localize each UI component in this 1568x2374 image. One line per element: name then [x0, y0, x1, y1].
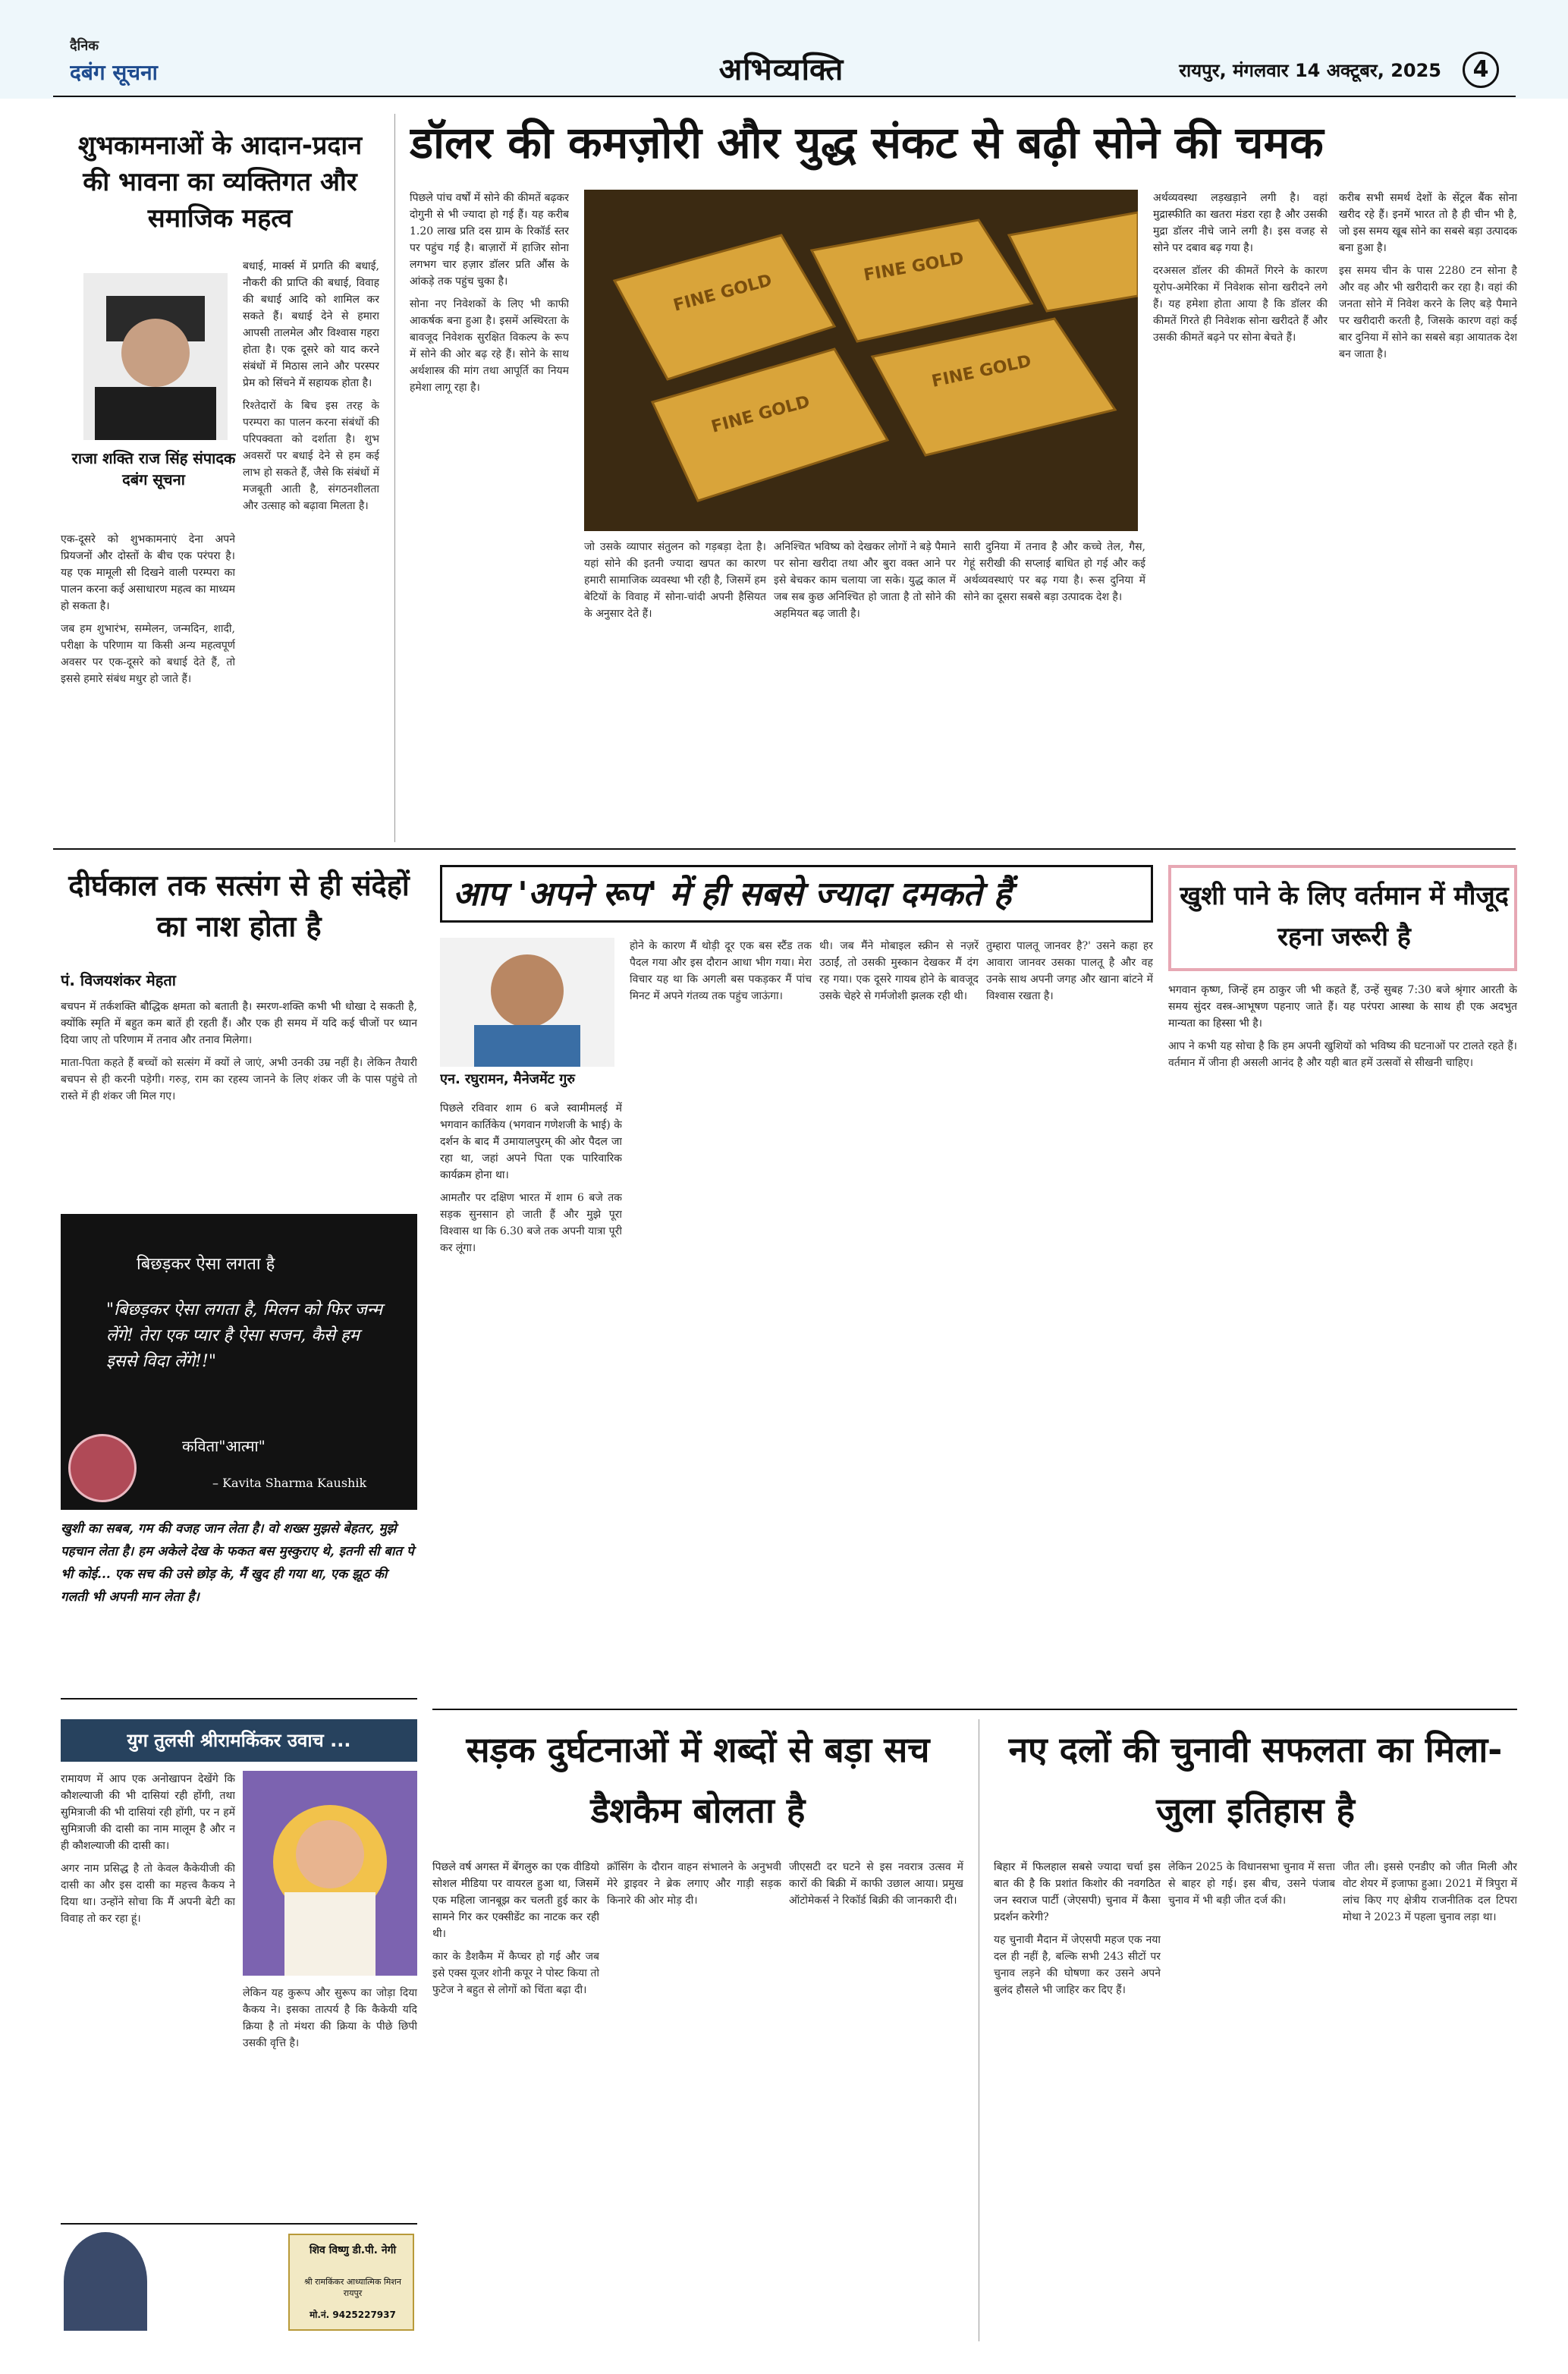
center-para-filler-4: तुम्हारा पालतू जानवर है?' उसने कहा हर आवारा जानवर उसका पालतू है और वह उनके साथ अपनी जगह और खाना बांटने में विश्वास रखता है। — [986, 940, 1153, 1002]
party-headline: नए दलों की चुनावी सफलता का मिला-जुला इतिहास है — [1008, 1729, 1503, 1831]
satsang-body — [61, 998, 417, 1196]
main-para-3: करीब सभी समर्थ देशों के सेंट्रल बैंक सोना खरीद रहे हैं। इनमें भारत तो है ही चीन भी है, जो इस समय खूब सोने का सबसे बड़ा उत्पादक बना हुआ है। — [1339, 192, 1517, 254]
brand-daily-label: दैनिक — [70, 38, 99, 54]
tulsi-para-filler: अगर नाम प्रसिद्ध है तो केवल कैकेयीजी की दासी का और इस दासी का महत्त्व कैकय ने दिया था। उन्होंने सोचा कि मैं अपनी बेटी का विवाह तो कर रहा हूं। — [61, 1863, 235, 1925]
party-body-col-3 — [1343, 1859, 1517, 2337]
dashcam-body-col-2 — [607, 1859, 781, 2337]
raghuraman-photo — [440, 938, 614, 1067]
dashcam-body-col-1 — [432, 1859, 599, 2337]
author-photo — [83, 273, 228, 440]
party-para-filler-3: जीत ली। इससे एनडीए को जीत मिली और वोट शेयर में इजाफा हुआ। 2021 में त्रिपुरा में लांच किए गए क्षेत्रीय राजनीतिक दल टिपरा मोथा ने 2023 में पहला चुनाव लड़ा था। — [1343, 1861, 1517, 1923]
main-headline: डॉलर की कमज़ोरी और युद्ध संकट से बढ़ी सोने की चमक — [410, 117, 1324, 168]
editorial-byline: राजा शक्ति राज सिंह संपादक दबंग सूचना — [71, 449, 236, 489]
dashcam-headline: सड़क दुर्घटनाओं में शब्दों से बड़ा सच डैशकैम बोलता है — [466, 1729, 930, 1831]
svg-text:FINE GOLD: FINE GOLD — [709, 392, 812, 437]
issue-date: रायपुर, मंगलवार 14 अक्टूबर, 2025 — [1179, 60, 1441, 81]
dashcam-body-col-3 — [789, 1859, 963, 2337]
section-title: अभिव्यक्ति — [718, 52, 844, 86]
section-divider-1 — [53, 848, 1516, 850]
center-para-filler-1: आमतौर पर दक्षिण भारत में शाम 6 बजे तक सड़क सुनसान हो जाती हैं और मुझे पूरा विश्वास था कि 6.30 बजे तक अपनी यात्रा पूरी कर लूंगा। — [440, 1192, 622, 1254]
gold-bars-photo — [584, 190, 1138, 531]
editorial-para-filler: रिश्तेदारों के बिच इस तरह के परम्परा का पालन करना संबंधों की परिपक्वता को दर्शाता है। शुभ अवसरों पर बधाई देने से हम कई लाभ हो सकते हैं, जैसे कि संबंधों में मजबूती आती है, संगठनशीलता और उत्साह को बढ़ावा मिलता है। — [243, 400, 379, 512]
svg-text:FINE GOLD: FINE GOLD — [930, 351, 1033, 391]
poem-text: "बिछड़कर ऐसा लगता है, मिलन को फिर जन्म लेंगे! तेरा एक प्यार है ऐसा सजन, कैसे हम इससे विदा लेंगे!!" — [106, 1300, 383, 1371]
editorial-para-filler-2: जब हम शुभारंभ, सम्मेलन, जन्मदिन, शादी, परीक्षा के परिणाम या किसी अन्य महत्वपूर्ण अवसर पर एक-दूसरे को बधाई देते हैं, तो इससे हमारे संबंध मधुर हो जाते हैं। — [61, 623, 235, 685]
column-rule — [394, 114, 395, 842]
main-para-2: अर्थव्यवस्था लड़खड़ाने लगी है। वहां मुद्रास्फीति का खतरा मंडरा रहा है और उसकी मुद्रा डॉलर नीचे जाने लगी है। इस वजह से सोने पर दबाव बढ़ गया है। — [1153, 192, 1328, 254]
center-headline-box — [440, 865, 1153, 923]
tulsi-signature — [61, 2223, 417, 2337]
party-para-filler-2: लेकिन 2025 के विधानसभा चुनाव में सत्ता से बाहर हो गई। इस बीच, उसने पंजाब चुनाव में भी बड़ी जीत दर्ज की। — [1168, 1861, 1335, 1907]
editorial-body — [243, 258, 379, 835]
satsang-author: पं. विजयशंकर मेहता — [61, 971, 176, 989]
center-headline: आप 'अपने रूप' में ही सबसे ज्यादा दमकते हैं — [453, 875, 1012, 913]
signatory-photo — [64, 2232, 147, 2331]
center-body-col-2 — [630, 938, 812, 1696]
editorial-headline: शुभकामनाओं के आदान-प्रदान की भावना का व्यक्तिगत और समाजिक महत्व — [77, 130, 363, 234]
dashcam-para-filler-2: क्रॉसिंग के दौरान वाहन संभालने के अनुभवी मेरे ड्राइवर ने ब्रेक लगाए और गाड़ी सड़क किनारे की ओर मोड़ दी। — [607, 1861, 781, 1907]
page-number: 4 — [1463, 52, 1499, 88]
brand-name: दबंग सूचना — [70, 60, 158, 85]
tulsi-banner: युग तुलसी श्रीरामकिंकर उवाच ... — [61, 1719, 417, 1762]
main-para-filler-3: अनिश्चित भविष्य को देखकर लोगों ने बड़े पैमाने पर सोना खरीदा तथा और बुरा वक्त आने पर इसे बेचकर काम चलाया जा सके। युद्ध काल में जब सब कुछ अनिश्चित हो जाता है तो सोने की अहमियत बढ़ जाती है। — [774, 541, 956, 620]
signature-card — [288, 2234, 414, 2331]
center-para-filler-3: थी। जब मैंने मोबाइल स्क्रीन से नज़रें उठाईं, तो उसकी मुस्कान देखकर मैं दंग रह गया। एक दूसरे गायब होने के बावजूद उसके चेहरे से गर्मजोशी झलक रही थी। — [819, 940, 979, 1002]
main-body-col-5 — [1153, 190, 1328, 842]
center-body-col-1 — [440, 1100, 622, 1707]
main-para-filler-4: सारी दुनिया में तनाव है और कच्चे तेल, गैस, गेहूं सरीखी की सप्लाई बाधित हो गई और कई अर्थव्यवस्थाएं पर बढ़ गया है। रूस दुनिया में सोने का दूसरा सबसे बड़ा उत्पादक देश है। — [963, 541, 1145, 603]
quote-box: खुशी का सबब, गम की वजह जान लेता है। वो शख्स मुझसे बेहतर, मुझे पहचान लेता है। हम अकेले देख के फकत बस मुस्कुराए थे, इतनी सी बात पे भी कोई... एक सच की उसे छोड़ के, मैं खुद ही गया था, एक झूठ की गलती भी अपनी मान लेता है। — [61, 1517, 417, 1700]
main-body-col-2 — [584, 539, 766, 842]
section-divider-2 — [432, 1709, 1517, 1710]
satsang-para-filler: माता-पिता कहते हैं बच्चों को सत्संग में क्यों ले जाएं, अभी उनकी उम्र नहीं है। लेकिन तैयारी बचपन से ही करनी पड़ेगी। गरुड़, राम का रहस्य जानने के लिए शंकर जी के पास पहुंचे तो रास्ते में ही शंकर जी मिल गए। — [61, 1057, 417, 1102]
main-body-col-4 — [963, 539, 1145, 842]
signatory-name: शिव विष्णु डी.पी. नेगी — [309, 2244, 397, 2256]
main-body-col-6 — [1339, 190, 1517, 842]
dashcam-para-1: पिछले वर्ष अगस्त में बेंगलुरु का एक वीडियो सोशल मीडिया पर वायरल हुआ था, जिसमें एक महिला जानबूझ कर चलती हुई कार के सामने गिर कर एक्सीडेंट का नाटक कर रही थी। — [432, 1861, 599, 1940]
party-body-col-2 — [1168, 1859, 1335, 2337]
party-para-filler-1: यह चुनावी मैदान में जेएसपी महज एक नया दल ही नहीं है, बल्कि सभी 243 सीटों पर चुनाव लड़ने की घोषणा कर उसने अपने बुलंद हौसले भी जाहिर कर दिए हैं। — [994, 1934, 1161, 1996]
center-body-col-4 — [986, 938, 1153, 1696]
editorial-para-2: एक-दूसरे को शुभकामनाएं देना अपने प्रियजनों और दोस्तों के बीच एक परंपरा है। यह एक मामूली सी दिखने वाली परम्परा का पालन करना कई असाधारण महत्व का माध्यम हो सकता है। — [61, 533, 235, 612]
tulsi-para-filler-2: लेकिन यह कुरूप और सुरूप का जोड़ा दिया कैकय ने। इसका तात्पर्य है कि कैकेयी यदि क्रिया है तो मंथरा की क्रिया के पीछे छिपी उसकी वृत्ति है। — [243, 1987, 417, 2049]
svg-text:FINE GOLD: FINE GOLD — [671, 271, 775, 316]
dashcam-para-filler-1: कार के डैशकैम में कैप्चर हो गई और जब इसे एक्स यूजर शोनी कपूर ने पोस्ट किया तो फुटेज ने बहुत से लोगों को चिंता बढ़ा दी। — [432, 1951, 599, 1996]
main-para-filler-5: दरअसल डॉलर की कीमतें गिरने के कारण यूरोप-अमेरिका में निवेशक सोना खरीदने लगे हैं। यह हमेशा होता आया है कि डॉलर की कीमतें गिरते ही निवेशक सोना खरीदते हैं और उसकी कीमतें बढ़ने पर सोना बेचते हैं। — [1153, 265, 1328, 344]
poem-author: – Kavita Sharma Kaushik — [212, 1476, 367, 1490]
center-author: एन. रघुरामन, मैनेजमेंट गुरु — [440, 1071, 576, 1087]
main-para-filler-6: इस समय चीन के पास 2280 टन सोना है और वह और भी खरीदारी कर रहा है। वहां की जनता सोने में निवेश करने के लिए बड़े पैमाने पर खरीदारी करती है, जिसके कारण वहां कई बार दुनिया में सोने का सबसे बड़ा आयातक देश बन जाता है। — [1339, 265, 1517, 360]
dashcam-para-filler-3: जीएसटी दर घटने से इस नवरात्र उत्सव में कारों की बिक्री में काफी उछाल आया। प्रमुख ऑटोमेकर्स ने रिकॉर्ड बिक्री की जानकारी दी। — [789, 1861, 963, 1907]
masthead-divider — [53, 96, 1516, 97]
poem-subtitle: कविता"आत्मा" — [182, 1437, 266, 1455]
happiness-headline: खुशी पाने के लिए वर्तमान में मौजूद रहना जरूरी है — [1180, 881, 1509, 952]
poem-title: बिछड़कर ऐसा लगता है — [137, 1255, 275, 1274]
satsang-para-1: बचपन में तर्कशक्ति बौद्धिक क्षमता को बताती है। स्मरण-शक्ति कभी भी धोखा दे सकती है, क्योंकि स्मृति में बहुत कम बातें ही रहती हैं। और एक ही समय में यदि कई चीजों पर ध्यान दिया जाए तो परिणाम में तनाव और तनाव मिलेगा। — [61, 1001, 417, 1046]
tulsi-body — [61, 1771, 235, 2211]
main-body-col-3 — [774, 539, 956, 842]
svg-text:FINE GOLD: FINE GOLD — [862, 249, 966, 285]
happiness-body — [1168, 982, 1517, 1543]
center-para-1: पिछले रविवार शाम 6 बजे स्वामीमलई में भगवान कार्तिकेय (भगवान गणेशजी के भाई) के दर्शन के बाद मैं उमायालपुरम् की ओर पैदल जा रहा था, जहां अपने पिता एक पारिवारिक कार्यक्रम होना था। — [440, 1102, 622, 1181]
center-body-col-3 — [819, 938, 979, 1696]
party-body-col-1 — [994, 1859, 1161, 2337]
happiness-headline-box — [1168, 865, 1517, 971]
signatory-phone: मो.नं. 9425227937 — [310, 2310, 396, 2320]
happiness-para-filler: आप ने कभी यह सोचा है कि हम अपनी खुशियों को भविष्य की घटनाओं पर टालते रहते हैं। वर्तमान में जीना ही असली आनंद है और यही बात हमें उत्सवों से सीखनी चाहिए। — [1168, 1040, 1517, 1069]
editorial-body-left — [61, 531, 235, 835]
poem-card — [61, 1214, 417, 1510]
poet-photo — [68, 1434, 137, 1502]
editorial-para-1: बधाई, मार्क्स में प्रगति की बधाई, नौकरी की प्राप्ति की बधाई, विवाह की बधाई आदि को शामिल कर सकते हैं। बधाई देने से हमारा आपसी तालमेल और विश्वास गहरा होता है। एक दूसरे को याद करने संबंधों में मिठास लाने और परस्पर प्रेम को सिंचने में सहायक होता है। — [243, 260, 379, 389]
main-para-1: पिछले पांच वर्षों में सोने की कीमतें बढ़कर दोगुनी से भी ज्यादा हो गई हैं। यह करीब 1.20 लाख प्रति दस ग्राम के रिकॉर्ड स्तर पर पहुंच गई है। बाज़ारों में हाजिर सोना लगभग चार हज़ार डॉलर प्रति औंस के आंकड़े तक पहुंच चुका है। — [410, 192, 569, 288]
tulsi-body-right — [243, 1985, 417, 2212]
satsang-headline: दीर्घकाल तक सत्संग से ही संदेहों का नाश होता है — [68, 869, 410, 943]
party-para-1: बिहार में फिलहाल सबसे ज्यादा चर्चा इस बात की है कि प्रशांत किशोर की नवगठित जन स्वराज पार्टी (जेएसपी) चुनाव में कैसा प्रदर्शन करेगी? — [994, 1861, 1161, 1923]
ramkinkar-photo — [243, 1771, 417, 1976]
main-para-filler-2: जो उसके व्यापार संतुलन को गड़बड़ा देता है। यहां सोने की इतनी ज्यादा खपत का कारण हमारी सामाजिक व्यवस्था भी रही है, जिसमें हम बेटियों के विवाह में सोना-चांदी अपनी हैसियत के अनुसार देते हैं। — [584, 541, 766, 620]
happiness-para-1: भगवान कृष्ण, जिन्हें हम ठाकुर जी भी कहते हैं, उन्हें सुबह 7:30 बजे श्रृंगार आरती के समय सुंदर वस्त्र-आभूषण पहनाए जाते हैं। यह परंपरा आस्था के साथ ही एक अदभुत मान्यता का हिस्सा भी है। — [1168, 984, 1517, 1030]
main-body-col-1 — [410, 190, 569, 842]
signatory-org: श्री रामकिंकर आध्यात्मिक मिशन रायपुर — [304, 2277, 401, 2298]
center-para-filler-2: होने के कारण मैं थोड़ी दूर एक बस स्टैंड तक पैदल गया और इस दौरान आधा भीग गया। मेरा विचार यह था कि अगली बस पकड़कर मैं पांच मिनट में अपने गंतव्य तक पहुंच जाऊंगा। — [630, 940, 812, 1002]
tulsi-para-1: रामायण में आप एक अनोखापन देखेंगे कि कौशल्याजी की भी दासियां रही होंगी, तथा सुमित्राजी की भी दासियां रही होंगी, पर न हमें सुमित्राजी की दासी का नाम मालूम है और न ही कौशल्याजी की दासी का। — [61, 1773, 235, 1852]
main-para-filler-1: सोना नए निवेशकों के लिए भी काफी आकर्षक बना हुआ है। इसमें अस्थिरता के बावजूद निवेशक सुरक्षित विकल्प के रूप में सोने की ओर बढ़ रहे हैं। सोने के साथ अर्थशास्त्र की मांग तथा आपूर्ति का नियम हमेशा लागू रहा है। — [410, 298, 569, 394]
